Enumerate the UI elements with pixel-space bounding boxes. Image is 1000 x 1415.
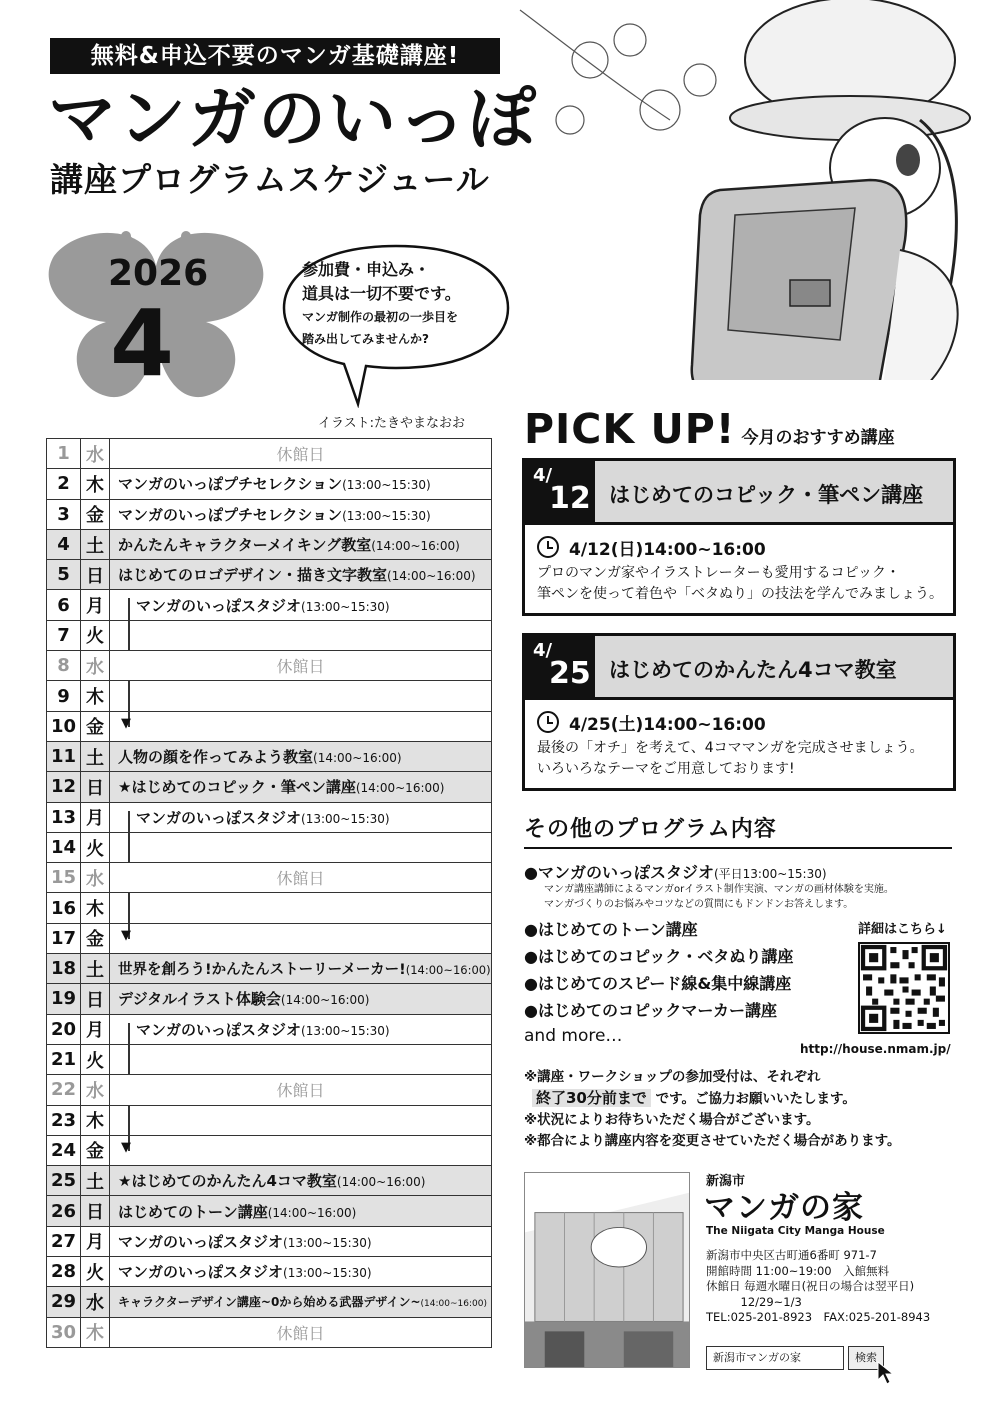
weekday-cell: 月 <box>81 1014 110 1044</box>
qr-label: 詳細はこちら↓ <box>858 922 947 937</box>
day-cell: 5 <box>47 560 81 590</box>
event-time: (14:00~16:00) <box>386 569 476 584</box>
table-row <box>47 590 492 620</box>
event-name: かんたんキャラクターメイキング教室 <box>118 536 372 555</box>
org-name: マンガの家 <box>704 1190 864 1226</box>
org-city: 新潟市 <box>706 1174 746 1189</box>
event-cell <box>110 1196 492 1226</box>
day-cell: 2 <box>47 469 81 499</box>
pickup-course-title: はじめてのかんたん4コマ教室 <box>609 658 897 682</box>
table-row <box>47 1075 492 1105</box>
website-url[interactable]: http://house.nmam.jp/ <box>800 1042 951 1056</box>
event-time: (14:00~16:00) <box>267 1205 357 1220</box>
event-name: ★はじめてのかんたん4コマ教室 <box>118 1172 337 1191</box>
continuation-line <box>128 811 130 832</box>
and-more-text: and more… <box>524 1026 623 1046</box>
arrow-down-icon: ▼ <box>121 715 131 731</box>
event-cell <box>110 499 492 529</box>
day-cell: 17 <box>47 923 81 953</box>
day-cell: 6 <box>47 590 81 620</box>
day-cell: 15 <box>47 863 81 893</box>
table-row <box>47 499 492 529</box>
note-3: ※状況によりお待ちいただく場合がございます。 <box>524 1112 820 1128</box>
event-time: (13:00~15:30) <box>301 1023 390 1038</box>
day-cell: 4 <box>47 529 81 559</box>
event-name: マンガのいっぽスタジオ <box>136 808 302 827</box>
weekday-cell: 土 <box>81 741 110 771</box>
event-cell <box>110 529 492 559</box>
weekday-cell: 木 <box>81 469 110 499</box>
page-subtitle: 講座プログラムスケジュール <box>50 160 490 199</box>
qr-code-icon[interactable] <box>858 942 950 1034</box>
table-row <box>47 711 492 741</box>
day-cell: 28 <box>47 1257 81 1287</box>
event-name: デジタルイラスト体験会 <box>118 990 281 1009</box>
org-name-english: The Niigata City Manga House <box>706 1225 885 1237</box>
event-wrap <box>110 626 136 644</box>
schedule-body <box>47 439 492 1348</box>
event-cell <box>110 711 492 741</box>
event-wrap <box>110 597 390 615</box>
pickup-day: 12 <box>549 481 591 516</box>
day-cell: 19 <box>47 984 81 1014</box>
weekday-cell: 水 <box>81 1287 110 1317</box>
event-time: (14:00~16:00) <box>313 751 402 766</box>
month-label: 4 <box>110 290 175 397</box>
weekday-cell: 日 <box>81 560 110 590</box>
event-time: (14:00~16:00) <box>405 963 491 978</box>
table-row <box>47 1166 492 1196</box>
weekday-cell: 日 <box>81 1196 110 1226</box>
clock-icon <box>537 711 559 733</box>
table-row <box>47 1014 492 1044</box>
weekday-cell: 金 <box>81 711 110 741</box>
pickup-card-body <box>525 525 953 613</box>
table-row <box>47 469 492 499</box>
list-item: ●はじめてのコピックマーカー講座 <box>524 1001 778 1020</box>
event-cell <box>110 469 492 499</box>
event-name: 人物の顔を作ってみよう教室 <box>118 748 314 767</box>
illustration-credit: イラスト:たきやまなおお <box>318 416 465 431</box>
pickup-datetime <box>537 533 943 561</box>
event-cell <box>110 1166 492 1196</box>
pickup-day: 25 <box>549 656 591 691</box>
day-cell: 9 <box>47 681 81 711</box>
event-name: マンガのいっぽスタジオ <box>118 1232 284 1251</box>
weekday-cell: 土 <box>81 1166 110 1196</box>
pickup-description-line-1: 最後の「オチ」を考えて、4コママンガを完成させましょう。 <box>537 740 924 756</box>
weekday-cell: 金 <box>81 923 110 953</box>
weekday-cell: 火 <box>81 1044 110 1074</box>
day-cell: 20 <box>47 1014 81 1044</box>
event-wrap <box>110 899 136 917</box>
pickup-description-line-2: 筆ペンを使って着色や「ベタぬり」の技法を学んでみましょう。 <box>537 586 943 602</box>
pickup-card-1 <box>522 458 956 616</box>
event-wrap <box>110 839 136 857</box>
event-time: (14:00~16:00) <box>371 539 460 554</box>
bubble-line-4: 踏み出してみませんか? <box>302 332 429 346</box>
event-name: キャラクターデザイン講座~0から始める武器デザイン~ <box>118 1295 421 1310</box>
table-row <box>47 863 492 893</box>
event-name: マンガのいっぽプチセレクション <box>118 475 343 494</box>
weekday-cell: 火 <box>81 1257 110 1287</box>
continuation-line <box>128 833 130 862</box>
event-cell <box>110 772 492 802</box>
event-time: (14:00~16:00) <box>280 993 370 1008</box>
list-item: ●はじめてのトーン講座 <box>524 920 698 939</box>
continuation-line <box>128 681 130 710</box>
event-cell <box>110 832 492 862</box>
weekday-cell: 木 <box>81 681 110 711</box>
table-row <box>47 1257 492 1287</box>
table-row <box>47 1135 492 1165</box>
event-cell <box>110 923 492 953</box>
event-time: (13:00~15:30) <box>283 1266 372 1281</box>
event-cell <box>110 893 492 923</box>
table-row <box>47 560 492 590</box>
event-cell <box>110 1105 492 1135</box>
event-wrap <box>110 1021 390 1039</box>
pickup-datetime-text: 4/12(日)14:00~16:00 <box>569 539 766 560</box>
event-time: (13:00~15:30) <box>342 478 431 493</box>
day-cell: 27 <box>47 1226 81 1256</box>
table-row <box>47 1317 492 1347</box>
notes <box>524 1067 901 1152</box>
day-cell: 18 <box>47 954 81 984</box>
event-wrap <box>110 1051 136 1069</box>
day-cell: 25 <box>47 1166 81 1196</box>
day-cell: 8 <box>47 651 81 681</box>
page-title: マンガのいっぽ <box>48 80 539 159</box>
weekday-cell: 月 <box>81 1226 110 1256</box>
event-cell <box>110 1014 492 1044</box>
day-cell: 11 <box>47 741 81 771</box>
event-cell <box>110 1135 492 1165</box>
list-item: ●はじめてのスピード線&集中線講座 <box>524 974 792 993</box>
program-studio-time: (平日13:00~15:30) <box>713 867 827 881</box>
event-cell <box>110 620 492 650</box>
weekday-cell: 日 <box>81 984 110 1014</box>
day-cell: 3 <box>47 499 81 529</box>
program-studio-description-1: マンガ講座講師によるマンガorイラスト制作実演、マンガの画材体験を実施。 <box>544 884 894 895</box>
pickup-date-box <box>525 636 595 700</box>
closed-label: 休館日 <box>276 869 325 889</box>
event-cell <box>110 954 492 984</box>
table-row <box>47 651 492 681</box>
pickup-title: PICK UP! <box>524 405 736 453</box>
closed-label: 休館日 <box>276 1081 325 1101</box>
org-address: 新潟市中央区古町通6番町 971-7 開館時間 11:00~19:00 入館無料 休館日 毎週水曜日(祝日の場合は翌平日) 12/29~1/3 TEL:025-201-8923 FAX:025-201-8943 <box>706 1248 931 1324</box>
closed-label: 休館日 <box>276 657 325 677</box>
table-row <box>47 802 492 832</box>
table-row <box>47 893 492 923</box>
day-cell: 26 <box>47 1196 81 1226</box>
weekday-cell: 日 <box>81 772 110 802</box>
weekday-cell: 水 <box>81 651 110 681</box>
pickup-month: 4/ <box>533 465 553 486</box>
pickup-card-header <box>525 636 953 700</box>
weekday-cell: 水 <box>81 863 110 893</box>
event-name: 世界を創ろう!かんたんストーリーメーカー! <box>118 962 406 979</box>
table-row <box>47 772 492 802</box>
program-studio-description-2: マンガづくりのお悩みやコツなどの質問にもドンドンお答えします。 <box>544 899 854 910</box>
building-photo <box>524 1172 690 1368</box>
event-name: マンガのいっぽスタジオ <box>136 1020 302 1039</box>
event-cell <box>110 1287 492 1317</box>
weekday-cell: 水 <box>81 1075 110 1105</box>
day-cell: 16 <box>47 893 81 923</box>
event-name: はじめてのロゴデザイン・描き文字教室 <box>118 566 387 585</box>
day-cell: 22 <box>47 1075 81 1105</box>
year-label: 2026 <box>108 253 209 294</box>
table-row <box>47 439 492 469</box>
note-2-rest: です。ご協力お願いいたします。 <box>655 1091 856 1107</box>
pickup-card-body <box>525 700 953 788</box>
day-cell: 29 <box>47 1287 81 1317</box>
continuation-line <box>128 621 130 650</box>
schedule-table <box>46 438 492 1348</box>
note-1: ※講座・ワークショップの参加受付は、それぞれ <box>524 1069 821 1085</box>
day-cell: 14 <box>47 832 81 862</box>
pickup-description <box>537 738 943 780</box>
event-time: (14:00~16:00) <box>336 1175 426 1190</box>
weekday-cell: 木 <box>81 1105 110 1135</box>
table-row <box>47 1196 492 1226</box>
weekday-cell: 火 <box>81 832 110 862</box>
weekday-cell: 月 <box>81 590 110 620</box>
table-row <box>47 1105 492 1135</box>
weekday-cell: 木 <box>81 1317 110 1347</box>
weekday-cell: 土 <box>81 954 110 984</box>
table-row <box>47 923 492 953</box>
event-cell <box>110 984 492 1014</box>
pickup-month: 4/ <box>533 640 553 661</box>
table-row <box>47 681 492 711</box>
day-cell: 24 <box>47 1135 81 1165</box>
pickup-description <box>537 563 943 605</box>
day-cell: 30 <box>47 1317 81 1347</box>
closed-label: 休館日 <box>276 445 325 465</box>
event-time: (13:00~15:30) <box>342 508 431 523</box>
continuation-line <box>128 598 130 619</box>
event-time: (14:00~16:00) <box>355 781 445 796</box>
event-wrap <box>110 687 136 705</box>
list-item: ●はじめてのコピック・ベタぬり講座 <box>524 947 794 966</box>
table-row <box>47 620 492 650</box>
clock-icon <box>537 536 559 558</box>
pickup-datetime-text: 4/25(土)14:00~16:00 <box>569 714 766 735</box>
divider <box>524 847 952 849</box>
event-time: (13:00~15:30) <box>301 811 390 826</box>
program-list <box>524 916 793 1024</box>
day-cell: 10 <box>47 711 81 741</box>
search-input[interactable]: 新潟市マンガの家 <box>706 1346 844 1370</box>
weekday-cell: 金 <box>81 1135 110 1165</box>
arrow-down-icon: ▼ <box>121 927 131 943</box>
event-name: ★はじめてのコピック・筆ペン講座 <box>118 778 356 797</box>
event-name: マンガのいっぽスタジオ <box>118 1263 284 1282</box>
event-name: はじめてのトーン講座 <box>118 1202 268 1221</box>
closed-day-cell <box>110 1075 492 1105</box>
event-wrap <box>110 1111 136 1129</box>
event-cell <box>110 590 492 620</box>
closed-day-cell <box>110 863 492 893</box>
bubble-line-2: 道具は一切不要です。 <box>302 284 461 303</box>
weekday-cell: 金 <box>81 499 110 529</box>
bubble-line-1: 参加費・申込み・ <box>302 260 431 279</box>
pickup-card-header <box>525 461 953 525</box>
continuation-line <box>128 1106 130 1135</box>
weekday-cell: 土 <box>81 529 110 559</box>
table-row <box>47 529 492 559</box>
pickup-description-line-1: プロのマンガ家やイラストレーターも愛用するコピック・ <box>537 565 901 581</box>
note-2 <box>524 1088 901 1110</box>
event-cell <box>110 1257 492 1287</box>
table-row <box>47 1226 492 1256</box>
weekday-cell: 水 <box>81 439 110 469</box>
closed-label: 休館日 <box>276 1323 325 1343</box>
pickup-course-title: はじめてのコピック・筆ペン講座 <box>609 483 924 507</box>
event-name: マンガのいっぽプチセレクション <box>118 505 343 524</box>
pickup-description-line-2: いろいろなテーマをご用意しております! <box>537 761 795 777</box>
table-row <box>47 984 492 1014</box>
mouse-cursor-icon <box>876 1360 896 1386</box>
header-banner: 無料&申込不要のマンガ基礎講座! <box>50 38 500 74</box>
event-time: (14:00~16:00) <box>420 1299 487 1310</box>
program-studio-name: ●マンガのいっぽスタジオ <box>524 863 714 882</box>
table-row <box>47 832 492 862</box>
illustration-girl-with-backpack <box>500 0 1000 425</box>
event-cell <box>110 560 492 590</box>
bubble-line-3: マンガ制作の最初の一歩目を <box>302 310 459 324</box>
continuation-line <box>128 1023 130 1044</box>
program-studio-description <box>544 882 964 912</box>
other-programs-heading: その他のプログラム内容 <box>524 817 777 842</box>
continuation-line <box>128 893 130 922</box>
continuation-line <box>128 1045 130 1074</box>
event-cell <box>110 681 492 711</box>
weekday-cell: 火 <box>81 620 110 650</box>
day-cell: 21 <box>47 1044 81 1074</box>
closed-day-cell <box>110 439 492 469</box>
event-wrap <box>110 809 390 827</box>
table-row <box>47 1044 492 1074</box>
pickup-date-box <box>525 461 595 525</box>
closed-day-cell <box>110 651 492 681</box>
note-4: ※都合により講座内容を変更させていただく場合があります。 <box>524 1133 901 1149</box>
event-cell <box>110 1044 492 1074</box>
weekday-cell: 木 <box>81 893 110 923</box>
event-cell <box>110 802 492 832</box>
note-2-highlight: 終了30分前まで <box>532 1089 651 1107</box>
event-cell <box>110 741 492 771</box>
day-cell: 7 <box>47 620 81 650</box>
pickup-card-2 <box>522 633 956 791</box>
table-row <box>47 954 492 984</box>
day-cell: 13 <box>47 802 81 832</box>
day-cell: 12 <box>47 772 81 802</box>
event-time: (13:00~15:30) <box>283 1235 372 1250</box>
table-row <box>47 741 492 771</box>
arrow-down-icon: ▼ <box>121 1139 131 1155</box>
pickup-datetime <box>537 708 943 736</box>
weekday-cell: 月 <box>81 802 110 832</box>
pickup-heading <box>524 405 895 453</box>
event-time: (13:00~15:30) <box>301 599 390 614</box>
table-row <box>47 1287 492 1317</box>
closed-day-cell <box>110 1317 492 1347</box>
event-name: マンガのいっぽスタジオ <box>136 596 302 615</box>
bubble-text <box>302 258 502 350</box>
search-button[interactable]: 検索 <box>848 1346 884 1370</box>
pickup-subtitle: 今月のおすすめ講座 <box>741 428 895 448</box>
program-studio <box>524 860 827 883</box>
day-cell: 23 <box>47 1105 81 1135</box>
day-cell: 1 <box>47 439 81 469</box>
event-cell <box>110 1226 492 1256</box>
